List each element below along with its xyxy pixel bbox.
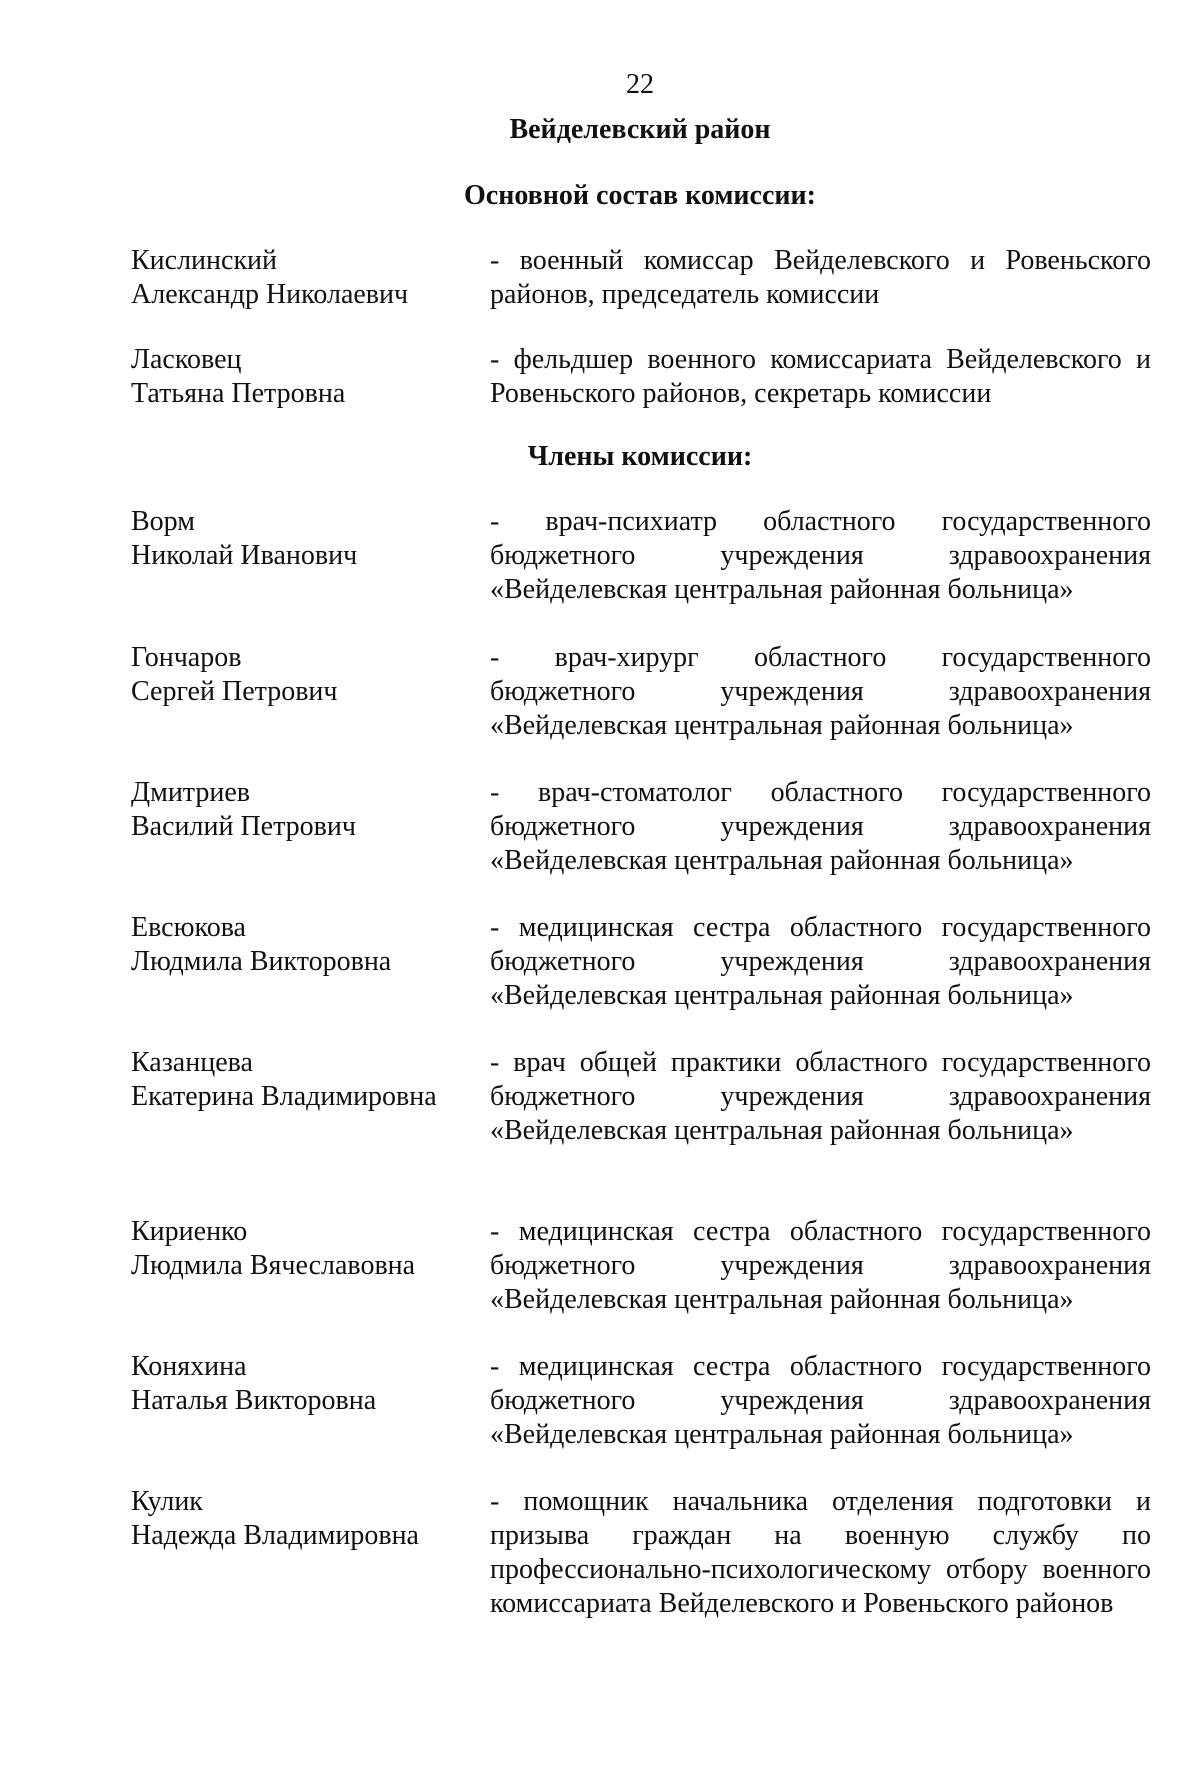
person-given-names: Людмила Викторовна <box>131 946 392 977</box>
person-role: - медицинская сестра областного государственного бюджетного учреждения здравоохранения «Вейделевская центральная районная больница» <box>490 1351 1151 1450</box>
person-role: - медицинская сестра областного государственного бюджетного учреждения здравоохранения «Вейделевская центральная районная больница» <box>490 912 1151 1011</box>
person-name <box>131 1215 481 1283</box>
person-surname: Дмитриев <box>131 777 251 808</box>
person-role: - помощник начальника отделения подготовки и призыва граждан на военную службу по профессионально-психологическому отбору военного комиссариата Вейделевского и Ровеньского районов <box>490 1486 1151 1619</box>
person-given-names: Людмила Вячеславовна <box>131 1250 416 1281</box>
members-title: Члены комиссии: <box>527 441 753 472</box>
person-name <box>131 343 481 411</box>
person-surname: Кириенко <box>131 1216 248 1247</box>
person-surname: Гончаров <box>131 642 242 673</box>
person-given-names: Наталья Викторовна <box>131 1385 377 1416</box>
person-name <box>131 1485 481 1553</box>
person-role: - военный комиссар Вейделевского и Ровеньского районов, председатель комиссии <box>490 245 1151 310</box>
person-surname: Евсюкова <box>131 912 246 943</box>
person-surname: Ласковец <box>131 344 242 375</box>
district-title: Вейделевский район <box>509 114 771 145</box>
person-given-names: Татьяна Петровна <box>131 378 346 409</box>
person-name <box>131 776 481 844</box>
person-given-names: Николай Иванович <box>131 540 358 571</box>
person-surname: Коняхина <box>131 1351 247 1382</box>
person-name <box>131 641 481 709</box>
person-surname: Кислинский <box>131 245 278 276</box>
person-name <box>131 244 481 312</box>
person-role: - врач-психиатр областного государственного бюджетного учреждения здравоохранения «Вейделевская центральная районная больница» <box>490 506 1151 605</box>
person-name <box>131 1046 481 1114</box>
person-name <box>131 1350 481 1418</box>
person-role: - медицинская сестра областного государственного бюджетного учреждения здравоохранения «Вейделевская центральная районная больница» <box>490 1216 1151 1315</box>
person-role: - врач-хирург областного государственного бюджетного учреждения здравоохранения «Вейделевская центральная районная больница» <box>490 642 1151 741</box>
person-role: - фельдшер военного комиссариата Вейделевского и Ровеньского районов, секретарь комиссии <box>490 344 1151 409</box>
person-role: - врач-стоматолог областного государственного бюджетного учреждения здравоохранения «Вейделевская центральная районная больница» <box>490 777 1151 876</box>
person-name <box>131 505 481 573</box>
person-given-names: Надежда Владимировна <box>131 1520 419 1551</box>
person-surname: Казанцева <box>131 1047 253 1078</box>
main-composition-title: Основной состав комиссии: <box>464 180 816 211</box>
person-role: - врач общей практики областного государственного бюджетного учреждения здравоохранения «Вейделевская центральная районная больница» <box>490 1047 1151 1146</box>
person-surname: Кулик <box>131 1486 203 1517</box>
person-surname: Ворм <box>131 506 195 537</box>
person-name <box>131 911 481 979</box>
person-given-names: Василий Петрович <box>131 811 356 842</box>
page-number: 22 <box>626 69 654 100</box>
person-given-names: Екатерина Владимировна <box>131 1081 437 1112</box>
person-given-names: Александр Николаевич <box>131 279 409 310</box>
person-given-names: Сергей Петрович <box>131 676 338 707</box>
